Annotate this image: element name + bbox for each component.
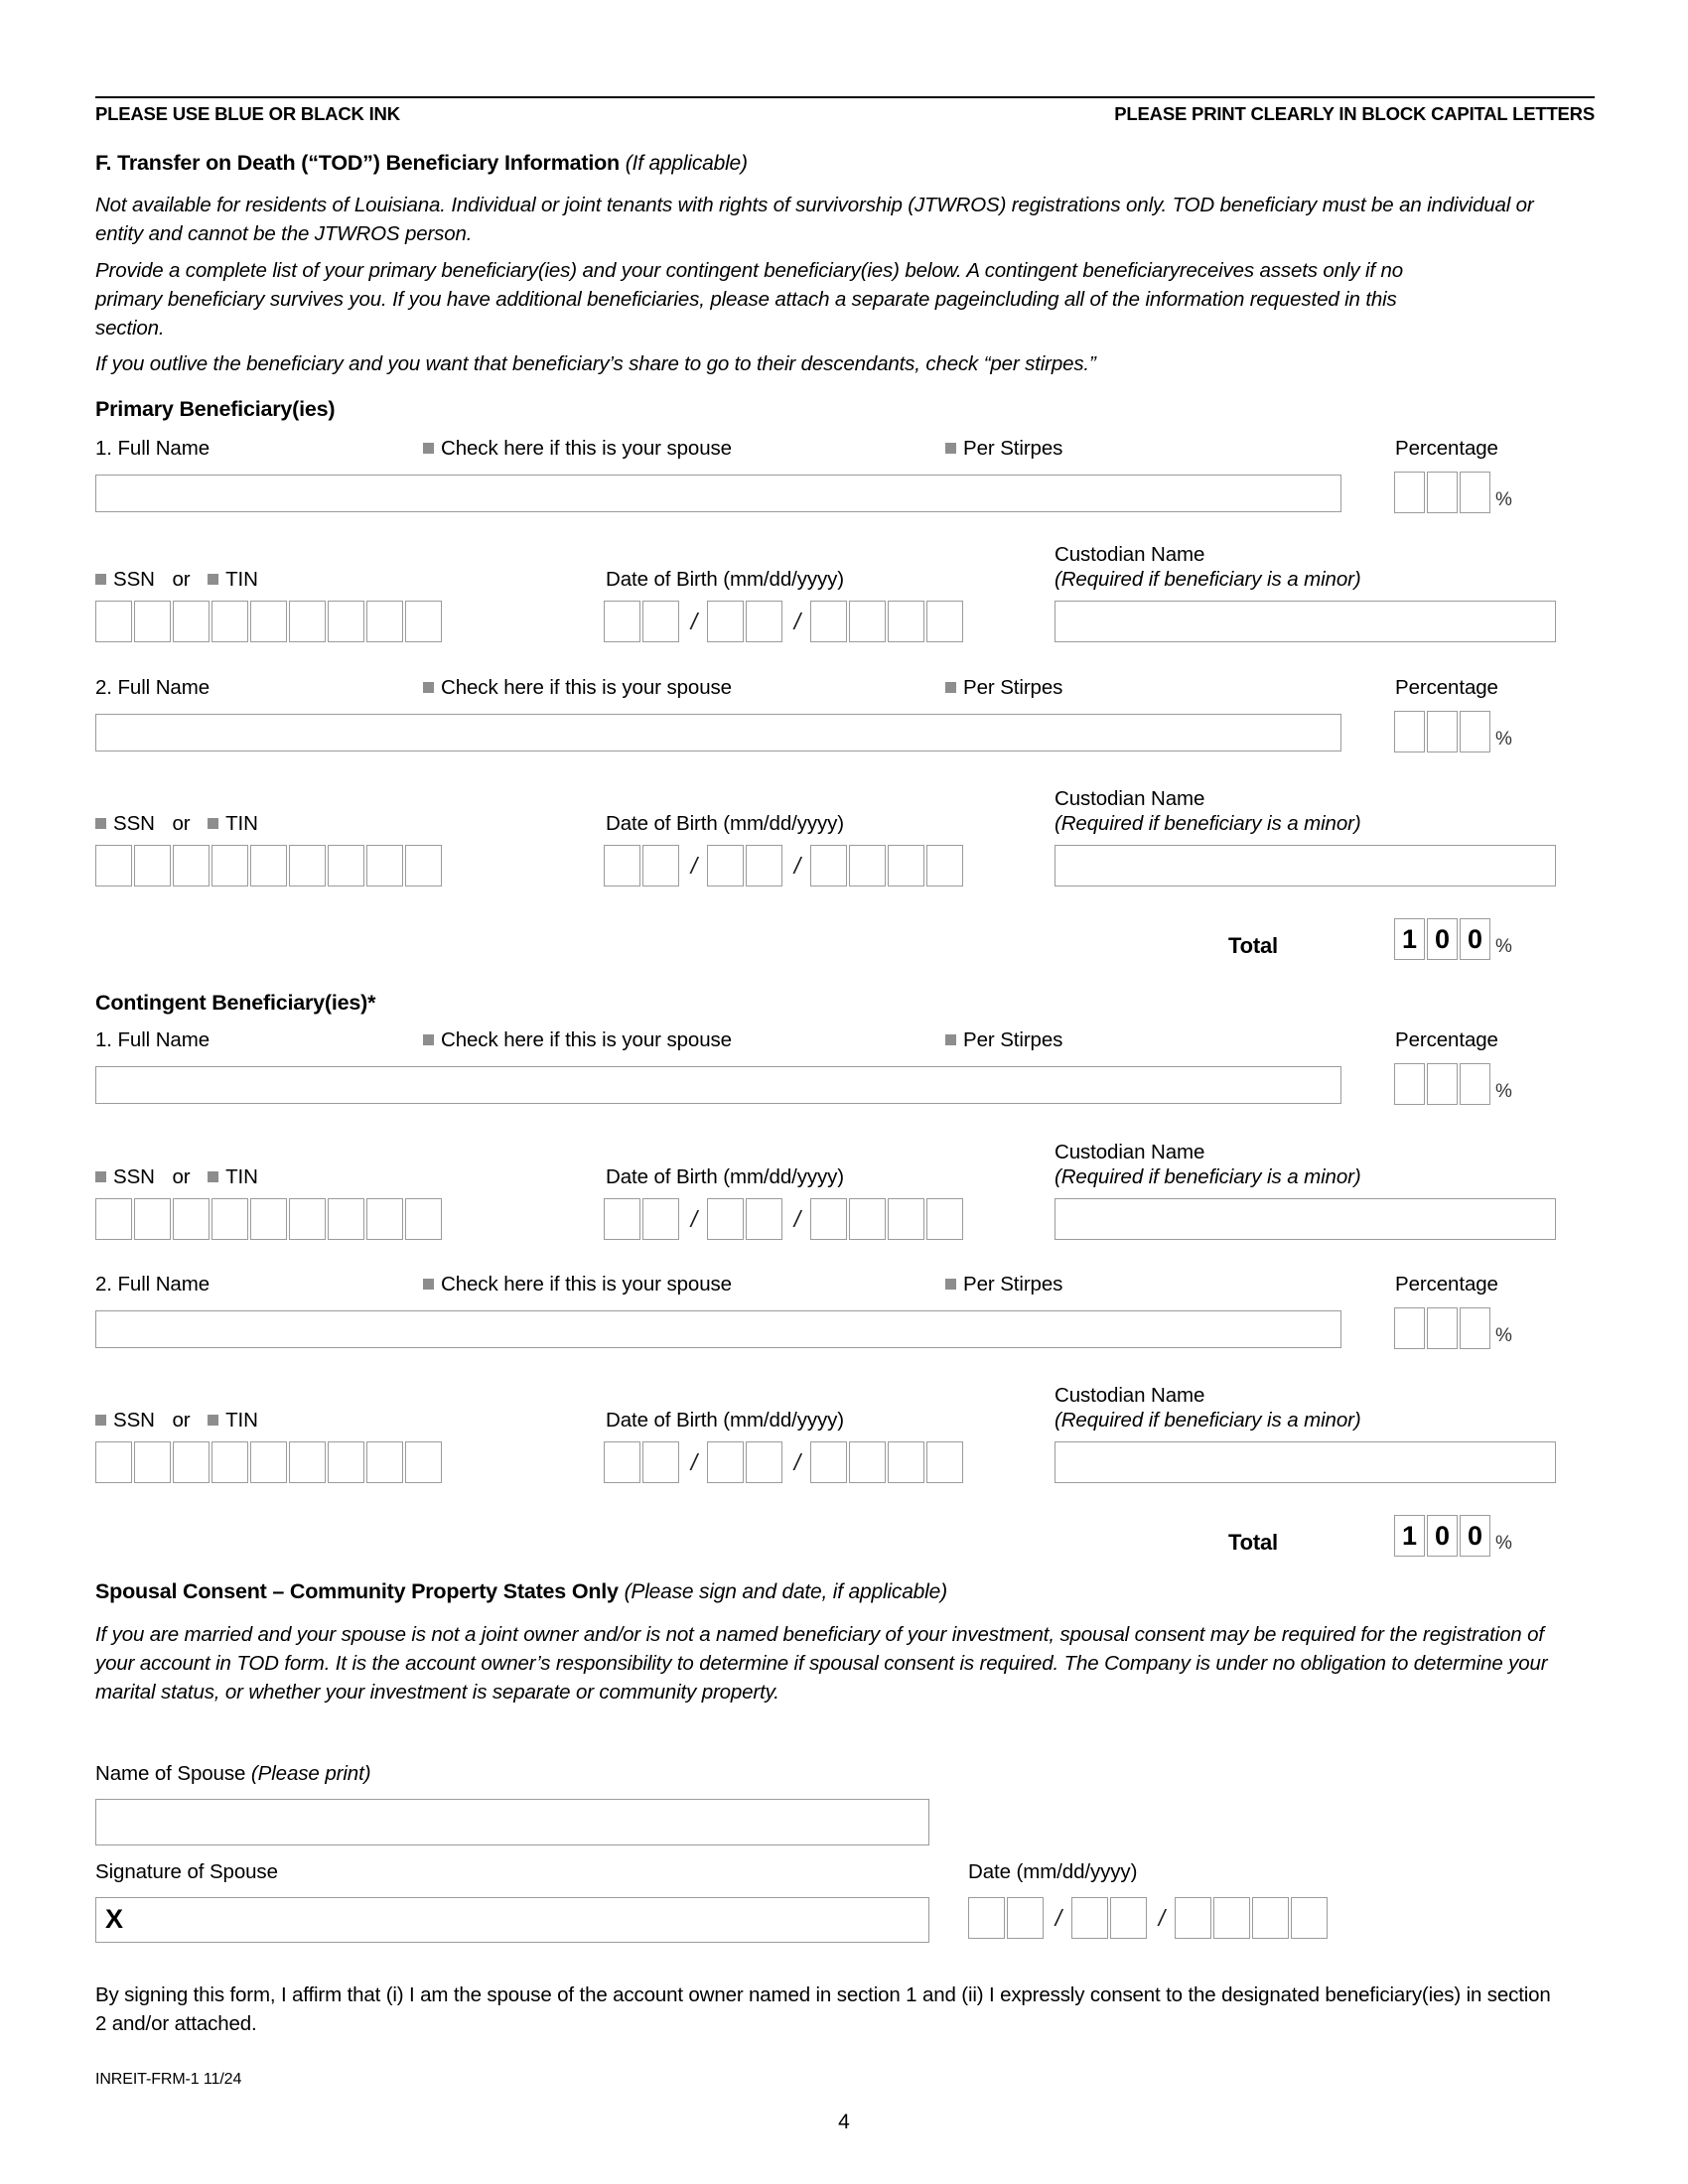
percentage-digit[interactable] (1427, 1063, 1458, 1105)
primary-row-0-percentage-boxes[interactable] (1394, 472, 1512, 513)
contingent-row-0-full-name-input[interactable] (95, 1066, 1341, 1104)
ssn-digit[interactable] (211, 1198, 248, 1240)
primary-row-1-per-stirpes[interactable] (945, 676, 1062, 700)
ssn-digit[interactable] (289, 1198, 326, 1240)
contingent-row-1-percentage-label: Percentage (1395, 1273, 1498, 1296)
ssn-digit[interactable] (173, 845, 210, 887)
date-separator-icon: / (793, 608, 801, 634)
percent-sign: % (1495, 489, 1512, 510)
checkbox-icon[interactable] (945, 1279, 956, 1290)
primary-row-1-tin-label: TIN (225, 812, 258, 835)
primary-row-0-ssn-label: SSN (113, 568, 155, 591)
ssn-digit[interactable] (173, 1198, 210, 1240)
contingent-row-1-ssn-boxes[interactable] (95, 1441, 444, 1483)
contingent-row-1-per-stirpes-label: Per Stirpes (963, 1273, 1063, 1296)
ssn-digit[interactable] (366, 1198, 403, 1240)
percentage-digit[interactable] (1460, 711, 1490, 752)
primary-row-0-per-stirpes[interactable] (945, 437, 1062, 461)
contingent-row-0-custodian-label (1055, 1140, 1361, 1189)
ssn-digit[interactable] (250, 1198, 287, 1240)
checkbox-icon[interactable] (423, 1034, 434, 1045)
date-day-digit[interactable] (1110, 1897, 1147, 1939)
dob-year-digit[interactable] (888, 601, 924, 642)
primary-row-0-ssn-tin-label[interactable] (95, 568, 258, 592)
percentage-digit[interactable] (1427, 472, 1458, 513)
spousal-consent-heading-text: Spousal Consent – Community Property States Only (95, 1579, 619, 1603)
date-month-digit[interactable] (968, 1897, 1005, 1939)
ssn-digit[interactable] (95, 1198, 132, 1240)
primary-total-boxes (1394, 918, 1512, 960)
custodian-name-text: Custodian Name (1055, 1141, 1205, 1163)
dob-month-digit[interactable] (604, 1441, 640, 1483)
percentage-digit[interactable] (1394, 1063, 1425, 1105)
section-intro-2: Provide a complete list of your primary beneficiary(ies) and your contingent beneficiary(ies) below. A contingent beneficiaryreceives assets only if no primary beneficiary survives you. If you have additional beneficiaries, please attach a separate pageincluding all of the information requested in this section. (95, 259, 1403, 340)
dob-year-digit[interactable] (849, 1198, 886, 1240)
ssn-digit[interactable] (289, 601, 326, 642)
ssn-digit[interactable] (289, 1441, 326, 1483)
checkbox-icon[interactable] (423, 443, 434, 454)
ssn-digit[interactable] (405, 601, 442, 642)
dob-day-digit[interactable] (746, 601, 782, 642)
date-separator-icon: / (793, 852, 801, 879)
percentage-digit[interactable] (1460, 1307, 1490, 1349)
percent-sign: % (1495, 1081, 1512, 1102)
primary-row-0-tin-label: TIN (225, 568, 258, 591)
contingent-heading: Contingent Beneficiary(ies)* (95, 991, 376, 1015)
section-title (95, 151, 748, 176)
contingent-row-0-ssn-boxes[interactable] (95, 1198, 444, 1240)
date-year-digit[interactable] (1252, 1897, 1289, 1939)
primary-row-1-full-name-label: 2. Full Name (95, 676, 211, 699)
custodian-name-note: (Required if beneficiary is a minor) (1055, 568, 1361, 591)
total-digit: 0 (1427, 918, 1458, 960)
checkbox-icon[interactable] (208, 818, 218, 829)
contingent-row-0-ssn-label: SSN (113, 1165, 155, 1188)
dob-year-digit[interactable] (926, 1441, 963, 1483)
dob-day-digit[interactable] (707, 1198, 744, 1240)
primary-row-0-percentage-label: Percentage (1395, 437, 1498, 460)
dob-day-digit[interactable] (707, 845, 744, 887)
percentage-digit[interactable] (1427, 1307, 1458, 1349)
spouse-signature-label: Signature of Spouse (95, 1860, 278, 1883)
contingent-total-label: Total (1228, 1530, 1278, 1555)
percent-sign: % (1495, 1325, 1512, 1346)
contingent-row-0-per-stirpes-label: Per Stirpes (963, 1028, 1063, 1051)
checkbox-icon[interactable] (95, 1171, 106, 1182)
page-number: 4 (838, 2111, 850, 2133)
ssn-digit[interactable] (134, 1198, 171, 1240)
percent-sign: % (1495, 936, 1512, 957)
contingent-row-0-tin-label: TIN (225, 1165, 258, 1188)
ssn-digit[interactable] (366, 1441, 403, 1483)
dob-day-digit[interactable] (707, 1441, 744, 1483)
dob-year-digit[interactable] (926, 845, 963, 887)
checkbox-icon[interactable] (208, 574, 218, 585)
dob-month-digit[interactable] (604, 845, 640, 887)
header-notices (95, 103, 1595, 125)
ssn-digit[interactable] (366, 845, 403, 887)
section-title-note: (If applicable) (625, 152, 748, 175)
checkbox-icon[interactable] (945, 682, 956, 693)
dob-day-digit[interactable] (746, 845, 782, 887)
date-separator-icon: / (690, 1448, 698, 1475)
date-separator-icon: / (690, 1205, 698, 1232)
ssn-digit[interactable] (328, 1441, 364, 1483)
ssn-digit[interactable] (95, 601, 132, 642)
total-digit: 0 (1460, 1515, 1490, 1557)
percent-sign: % (1495, 729, 1512, 750)
primary-row-0-dob-boxes[interactable] (604, 601, 965, 642)
ssn-digit[interactable] (95, 1441, 132, 1483)
contingent-row-0-full-name-label: 1. Full Name (95, 1028, 211, 1051)
dob-day-digit[interactable] (746, 1198, 782, 1240)
custodian-name-note: (Required if beneficiary is a minor) (1055, 1165, 1361, 1188)
ssn-digit[interactable] (211, 1441, 248, 1483)
percentage-digit[interactable] (1394, 1307, 1425, 1349)
date-separator-icon: / (690, 852, 698, 879)
primary-row-1-dob-boxes[interactable] (604, 845, 965, 887)
percentage-digit[interactable] (1394, 711, 1425, 752)
contingent-row-1-dob-boxes[interactable] (604, 1441, 965, 1483)
checkbox-icon[interactable] (95, 574, 106, 585)
primary-row-1-percentage-boxes[interactable] (1394, 711, 1512, 752)
primary-row-1-full-name-input[interactable] (95, 714, 1341, 751)
ssn-digit[interactable] (134, 845, 171, 887)
primary-row-0-custodian-input[interactable] (1055, 601, 1556, 642)
form-code: INREIT-FRM-1 11/24 (95, 2071, 242, 2088)
date-separator-icon: / (690, 608, 698, 634)
dob-year-digit[interactable] (810, 1198, 847, 1240)
percentage-digit[interactable] (1427, 711, 1458, 752)
primary-row-1-spouse-check[interactable] (423, 676, 732, 700)
contingent-row-0-spouse-check-label: Check here if this is your spouse (441, 1028, 732, 1051)
primary-row-1-custodian-input[interactable] (1055, 845, 1556, 887)
date-separator-icon: / (1055, 1904, 1062, 1931)
custodian-name-text: Custodian Name (1055, 543, 1205, 566)
date-separator-icon: / (793, 1205, 801, 1232)
primary-total-label: Total (1228, 933, 1278, 958)
header-right-notice: PLEASE PRINT CLEARLY IN BLOCK CAPITAL LETTERS (1114, 103, 1595, 124)
percentage-digit[interactable] (1460, 472, 1490, 513)
contingent-row-0-custodian-input[interactable] (1055, 1198, 1556, 1240)
dob-month-digit[interactable] (642, 845, 679, 887)
dob-year-digit[interactable] (888, 845, 924, 887)
contingent-row-1-percentage-boxes[interactable] (1394, 1307, 1512, 1349)
spouse-name-label-note: (Please print) (250, 1762, 371, 1785)
custodian-name-note: (Required if beneficiary is a minor) (1055, 1409, 1361, 1432)
spousal-consent-heading (95, 1579, 947, 1604)
checkbox-icon[interactable] (945, 1034, 956, 1045)
spousal-consent-heading-note: (Please sign and date, if applicable) (624, 1580, 947, 1603)
contingent-row-1-per-stirpes[interactable] (945, 1273, 1062, 1297)
contingent-row-1-custodian-label (1055, 1383, 1361, 1433)
ssn-digit[interactable] (328, 1198, 364, 1240)
ssn-digit[interactable] (405, 1441, 442, 1483)
contingent-row-0-percentage-label: Percentage (1395, 1028, 1498, 1051)
header-left-notice: PLEASE USE BLUE OR BLACK INK (95, 103, 400, 124)
dob-year-digit[interactable] (926, 1198, 963, 1240)
primary-row-1-ssn-boxes[interactable] (95, 845, 444, 887)
primary-row-0-dob-label: Date of Birth (mm/dd/yyyy) (606, 568, 845, 591)
total-digit: 1 (1394, 918, 1425, 960)
ssn-digit[interactable] (134, 1441, 171, 1483)
custodian-name-note: (Required if beneficiary is a minor) (1055, 812, 1361, 835)
dob-year-digit[interactable] (849, 601, 886, 642)
checkbox-icon[interactable] (95, 818, 106, 829)
contingent-row-0-or-label: or (172, 1165, 191, 1188)
date-day-digit[interactable] (1071, 1897, 1108, 1939)
contingent-row-1-dob-label: Date of Birth (mm/dd/yyyy) (606, 1409, 845, 1432)
dob-month-digit[interactable] (642, 601, 679, 642)
dob-year-digit[interactable] (810, 601, 847, 642)
ssn-digit[interactable] (134, 601, 171, 642)
section-intro-1: Not available for residents of Louisiana. Individual or joint tenants with rights of survivorship (JTWROS) registrations only. TOD beneficiary must be an individual or entity and cannot be the JTWROS person. (95, 194, 1534, 245)
ssn-digit[interactable] (250, 601, 287, 642)
date-year-digit[interactable] (1213, 1897, 1250, 1939)
date-month-digit[interactable] (1007, 1897, 1044, 1939)
contingent-row-1-full-name-label: 2. Full Name (95, 1273, 211, 1296)
total-digit: 0 (1460, 918, 1490, 960)
contingent-row-1-spouse-check[interactable] (423, 1273, 732, 1297)
checkbox-icon[interactable] (208, 1415, 218, 1426)
contingent-row-0-spouse-check[interactable] (423, 1028, 732, 1052)
ssn-digit[interactable] (289, 845, 326, 887)
contingent-total-boxes (1394, 1515, 1512, 1557)
signature-x-mark: X (105, 1904, 124, 1934)
primary-row-0-spouse-check[interactable] (423, 437, 732, 461)
primary-row-0-full-name-input[interactable] (95, 475, 1341, 512)
dob-year-digit[interactable] (810, 845, 847, 887)
contingent-row-1-or-label: or (172, 1409, 191, 1432)
spousal-affirmation-text: By signing this form, I affirm that (i) I am the spouse of the account owner named in section 1 and (ii) I expressly consent to the designated beneficiary(ies) in section 2 and/or attached. (95, 1983, 1551, 2035)
dob-month-digit[interactable] (642, 1198, 679, 1240)
primary-row-0-or-label: or (172, 568, 191, 591)
primary-row-0-spouse-check-label: Check here if this is your spouse (441, 437, 732, 460)
contingent-row-1-tin-label: TIN (225, 1409, 258, 1432)
ssn-digit[interactable] (328, 601, 364, 642)
primary-row-0-ssn-boxes[interactable] (95, 601, 444, 642)
ssn-digit[interactable] (250, 1441, 287, 1483)
dob-year-digit[interactable] (849, 845, 886, 887)
primary-row-1-per-stirpes-label: Per Stirpes (963, 676, 1063, 699)
contingent-row-1-spouse-check-label: Check here if this is your spouse (441, 1273, 732, 1296)
dob-month-digit[interactable] (604, 1198, 640, 1240)
total-digit: 1 (1394, 1515, 1425, 1557)
dob-year-digit[interactable] (888, 1441, 924, 1483)
spouse-name-input[interactable] (95, 1799, 929, 1845)
date-separator-icon: / (793, 1448, 801, 1475)
section-intro-3: If you outlive the beneficiary and you want that beneficiary’s share to go to their descendants, check “per stirpes.” (95, 352, 1096, 375)
primary-row-1-spouse-check-label: Check here if this is your spouse (441, 676, 732, 699)
contingent-row-1-full-name-input[interactable] (95, 1310, 1341, 1348)
header-divider (95, 96, 1595, 98)
custodian-name-text: Custodian Name (1055, 1384, 1205, 1407)
percentage-digit[interactable] (1460, 1063, 1490, 1105)
primary-row-1-ssn-label: SSN (113, 812, 155, 835)
percent-sign: % (1495, 1533, 1512, 1554)
ssn-digit[interactable] (405, 845, 442, 887)
primary-heading: Primary Beneficiary(ies) (95, 397, 336, 421)
primary-row-1-or-label: or (172, 812, 191, 835)
dob-month-digit[interactable] (604, 601, 640, 642)
spouse-signature-input[interactable] (95, 1897, 929, 1943)
date-year-digit[interactable] (1175, 1897, 1211, 1939)
dob-month-digit[interactable] (642, 1441, 679, 1483)
dob-year-digit[interactable] (888, 1198, 924, 1240)
checkbox-icon[interactable] (423, 1279, 434, 1290)
percentage-digit[interactable] (1394, 472, 1425, 513)
contingent-row-0-ssn-tin-label[interactable] (95, 1165, 258, 1189)
spouse-date-label: Date (mm/dd/yyyy) (968, 1860, 1138, 1883)
spouse-name-label (95, 1762, 370, 1786)
checkbox-icon[interactable] (208, 1171, 218, 1182)
ssn-digit[interactable] (211, 601, 248, 642)
primary-row-1-custodian-label (1055, 786, 1361, 836)
primary-row-1-dob-label: Date of Birth (mm/dd/yyyy) (606, 812, 845, 835)
ssn-digit[interactable] (328, 845, 364, 887)
checkbox-icon[interactable] (423, 682, 434, 693)
spouse-name-label-text: Name of Spouse (95, 1762, 246, 1785)
ssn-digit[interactable] (173, 601, 210, 642)
ssn-digit[interactable] (405, 1198, 442, 1240)
primary-row-1-percentage-label: Percentage (1395, 676, 1498, 699)
ssn-digit[interactable] (211, 845, 248, 887)
contingent-row-0-percentage-boxes[interactable] (1394, 1063, 1512, 1105)
ssn-digit[interactable] (366, 601, 403, 642)
custodian-name-text: Custodian Name (1055, 787, 1205, 810)
date-separator-icon: / (1158, 1904, 1166, 1931)
primary-row-0-custodian-label (1055, 542, 1361, 592)
primary-row-1-ssn-tin-label[interactable] (95, 812, 258, 836)
contingent-row-0-dob-boxes[interactable] (604, 1198, 965, 1240)
dob-day-digit[interactable] (707, 601, 744, 642)
total-digit: 0 (1427, 1515, 1458, 1557)
ssn-digit[interactable] (95, 845, 132, 887)
contingent-row-0-per-stirpes[interactable] (945, 1028, 1062, 1052)
dob-year-digit[interactable] (926, 601, 963, 642)
checkbox-icon[interactable] (95, 1415, 106, 1426)
date-year-digit[interactable] (1291, 1897, 1328, 1939)
spouse-date-boxes[interactable] (968, 1897, 1330, 1939)
dob-year-digit[interactable] (849, 1441, 886, 1483)
spousal-consent-body: If you are married and your spouse is not a joint owner and/or is not a named beneficiary of your investment, spousal consent may be required for the registration of your account in TOD form. It is the account owner’s responsibility to determine if spousal consent is required. The Company is under no obligation to determine your marital status, or whether your investment is separate or community property. (95, 1623, 1548, 1704)
primary-row-0-per-stirpes-label: Per Stirpes (963, 437, 1063, 460)
ssn-digit[interactable] (250, 845, 287, 887)
dob-year-digit[interactable] (810, 1441, 847, 1483)
primary-row-0-full-name-label: 1. Full Name (95, 437, 211, 460)
section-title-text: F. Transfer on Death (“TOD”) Beneficiary Information (95, 151, 620, 175)
contingent-row-1-ssn-label: SSN (113, 1409, 155, 1432)
contingent-row-1-custodian-input[interactable] (1055, 1441, 1556, 1483)
contingent-row-0-dob-label: Date of Birth (mm/dd/yyyy) (606, 1165, 845, 1188)
contingent-row-1-ssn-tin-label[interactable] (95, 1409, 258, 1433)
checkbox-icon[interactable] (945, 443, 956, 454)
dob-day-digit[interactable] (746, 1441, 782, 1483)
ssn-digit[interactable] (173, 1441, 210, 1483)
